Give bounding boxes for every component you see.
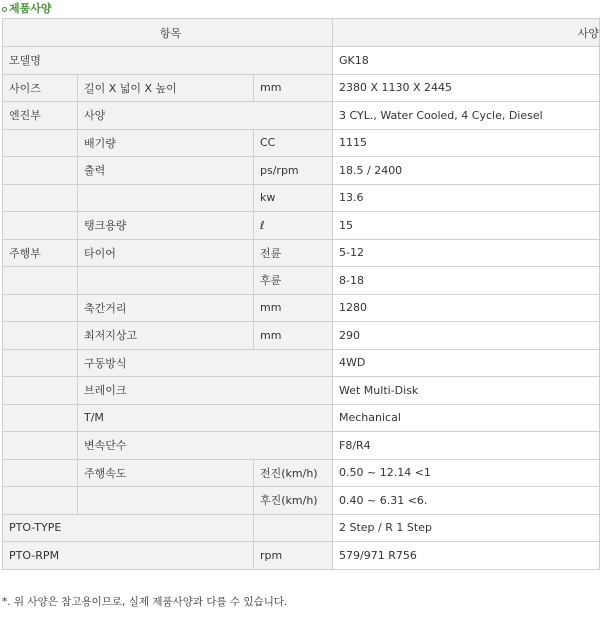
empty-cell [3,129,78,157]
drive-label: 주행부 [3,239,78,267]
output-label: 출력 [78,157,254,185]
tank-value: 15 [333,212,600,240]
table-row [3,267,600,295]
empty-cell [3,294,78,322]
table-row [3,349,600,377]
header-spec: 사양 [333,19,600,47]
shift-label: 변속단수 [78,432,333,460]
tire-front-value: 5-12 [333,239,600,267]
footnote: *. 위 사양은 참고용이므로, 실제 제품사양과 다를 수 있습니다. [2,596,288,608]
speed-rev-value: 0.40 ~ 6.31 <6. [333,487,600,515]
header-item: 항목 [3,19,333,47]
empty-cell [3,432,78,460]
size-value: 2380 X 1130 X 2445 [333,74,600,102]
table-row [3,184,600,212]
shift-value: F8/R4 [333,432,600,460]
tank-unit: ℓ [254,212,333,240]
engine-sub: 사양 [78,102,333,130]
model-label: 모델명 [3,47,333,75]
circle-bullet-icon [2,7,7,12]
section-title-text: 제품사양 [9,2,52,15]
empty-cell [3,157,78,185]
table-header-row [3,19,600,47]
tire-label: 타이어 [78,239,254,267]
empty-cell [3,377,78,405]
displacement-label: 배기량 [78,129,254,157]
output-value-1: 18.5 / 2400 [333,157,600,185]
speed-fwd-unit: 전진(km/h) [254,459,333,487]
pto-type-value: 2 Step / R 1 Step [333,514,600,542]
brake-value: Wet Multi-Disk [333,377,600,405]
displacement-unit: CC [254,129,333,157]
empty-cell [254,514,333,542]
empty-cell [3,322,78,350]
table-row [3,542,600,570]
table-row [3,377,600,405]
brake-label: 브레이크 [78,377,333,405]
output-unit-2: kw [254,184,333,212]
pto-rpm-unit: rpm [254,542,333,570]
tank-label: 탱크용량 [78,212,254,240]
wheelbase-label: 축간거리 [78,294,254,322]
pto-rpm-label: PTO-RPM [3,542,254,570]
spec-table [2,18,600,570]
empty-cell [3,459,78,487]
wheelbase-unit: mm [254,294,333,322]
table-row [3,212,600,240]
table-row [3,487,600,515]
table-row [3,294,600,322]
table-row [3,129,600,157]
speed-fwd-value: 0.50 ~ 12.14 <1 [333,459,600,487]
tm-value: Mechanical [333,404,600,432]
output-value-2: 13.6 [333,184,600,212]
table-row [3,432,600,460]
empty-cell [3,404,78,432]
size-sub: 길이 X 넓이 X 높이 [78,74,254,102]
drive-method-value: 4WD [333,349,600,377]
displacement-value: 1115 [333,129,600,157]
clearance-label: 최저지상고 [78,322,254,350]
empty-cell [3,212,78,240]
empty-cell [3,349,78,377]
empty-cell [3,487,78,515]
table-row [3,239,600,267]
table-row [3,47,600,75]
table-row [3,514,600,542]
size-label: 사이즈 [3,74,78,102]
drive-method-label: 구동방식 [78,349,333,377]
table-row [3,102,600,130]
empty-cell [3,267,78,295]
section-title [2,2,52,16]
pto-type-label: PTO-TYPE [3,514,254,542]
table-row [3,157,600,185]
empty-cell [78,267,254,295]
pto-rpm-value: 579/971 R756 [333,542,600,570]
table-row [3,404,600,432]
table-row [3,322,600,350]
output-unit-1: ps/rpm [254,157,333,185]
speed-rev-unit: 후진(km/h) [254,487,333,515]
empty-cell [78,184,254,212]
tire-front-unit: 전륜 [254,239,333,267]
empty-cell [3,184,78,212]
tire-rear-unit: 후륜 [254,267,333,295]
empty-cell [78,487,254,515]
table-row [3,74,600,102]
model-value: GK18 [333,47,600,75]
clearance-unit: mm [254,322,333,350]
engine-label: 엔진부 [3,102,78,130]
tire-rear-value: 8-18 [333,267,600,295]
table-row [3,459,600,487]
wheelbase-value: 1280 [333,294,600,322]
tm-label: T/M [78,404,333,432]
clearance-value: 290 [333,322,600,350]
engine-value: 3 CYL., Water Cooled, 4 Cycle, Diesel [333,102,600,130]
speed-label: 주행속도 [78,459,254,487]
size-unit: mm [254,74,333,102]
